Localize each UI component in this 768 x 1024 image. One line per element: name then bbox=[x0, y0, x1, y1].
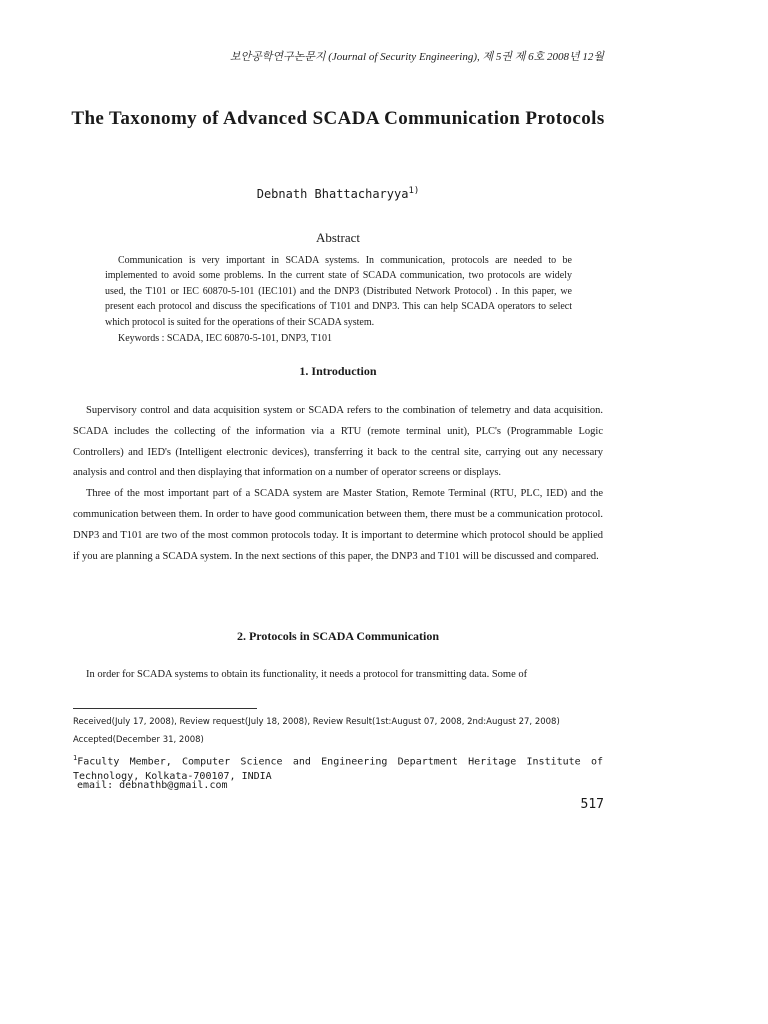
author-line bbox=[0, 186, 676, 201]
affiliation-text: Faculty Member, Computer Science and Engineering Department Heritage Institute of Technology, Kolkata-700107, INDIA bbox=[73, 756, 603, 782]
section-heading-introduction: 1. Introduction bbox=[299, 364, 377, 378]
keywords: Keywords : SCADA, IEC 60870-5-101, DNP3, T101 bbox=[118, 333, 332, 344]
author-name: Debnath Bhattacharyya bbox=[256, 187, 409, 201]
footnote-divider bbox=[73, 708, 257, 709]
paper-title: The Taxonomy of Advanced SCADA Communication Protocols bbox=[71, 108, 605, 129]
affiliation-mark: 1 bbox=[73, 754, 78, 762]
author-email: email: debnathb@gmail.com bbox=[77, 780, 228, 791]
protocols-body bbox=[73, 665, 603, 686]
accepted-footnote: Accepted(December 31, 2008) bbox=[73, 735, 204, 745]
paragraph: Three of the most important part of a SCADA system are Master Station, Remote Terminal (RTU, PLC, IED) and the communication between them. In order to have good communication between them, there must be a communication protocol. DNP3 and T101 are two of the most common protocols today. It is important to determine which protocol should be applied if you are planning a SCADA system. In the next sections of this paper, the DNP3 and T101 will be discussed and compared. bbox=[73, 488, 603, 562]
author-footnote-mark: 1) bbox=[408, 186, 420, 196]
abstract-heading: Abstract bbox=[315, 230, 361, 245]
page-number: 517 bbox=[580, 797, 604, 812]
received-footnote: Received(July 17, 2008), Review request(July 18, 2008), Review Result(1st:August 07, 2008, 2nd:August 27, 2008) bbox=[73, 717, 560, 727]
section-heading-protocols: 2. Protocols in SCADA Communication bbox=[236, 629, 440, 643]
introduction-body bbox=[73, 401, 603, 567]
paragraph: Supervisory control and data acquisition system or SCADA refers to the combination of telemetry and data acquisition. SCADA includes the collecting of the information via a RTU (remote terminal unit), PLC's (Programmable Logic Controllers) and IED's (Intelligent electronic devices), transferring it back to the central site, carrying out any necessary analysis and control and then displaying that information on a number of operator screens or displays. bbox=[73, 405, 603, 479]
abstract-text: Communication is very important in SCADA systems. In communication, protocols are needed to be implemented to avoid some problems. In the current state of SCADA communication, two protocols are widely used, the T101 or IEC 60870-5-101 (IEC101) and the DNP3 (Distributed Network Protocol) . In this paper, we present each protocol and discuss the specifications of T101 and DNP3. This can help SCADA operators to select which protocol is suited for the operations of their SCADA system. bbox=[105, 255, 572, 328]
journal-header: 보안공학연구논문지 (Journal of Security Engineering), 제 5권 제 6호 2008년 12월 bbox=[229, 51, 604, 63]
paragraph: In order for SCADA systems to obtain its functionality, it needs a protocol for transmitting data. Some of bbox=[86, 669, 528, 680]
